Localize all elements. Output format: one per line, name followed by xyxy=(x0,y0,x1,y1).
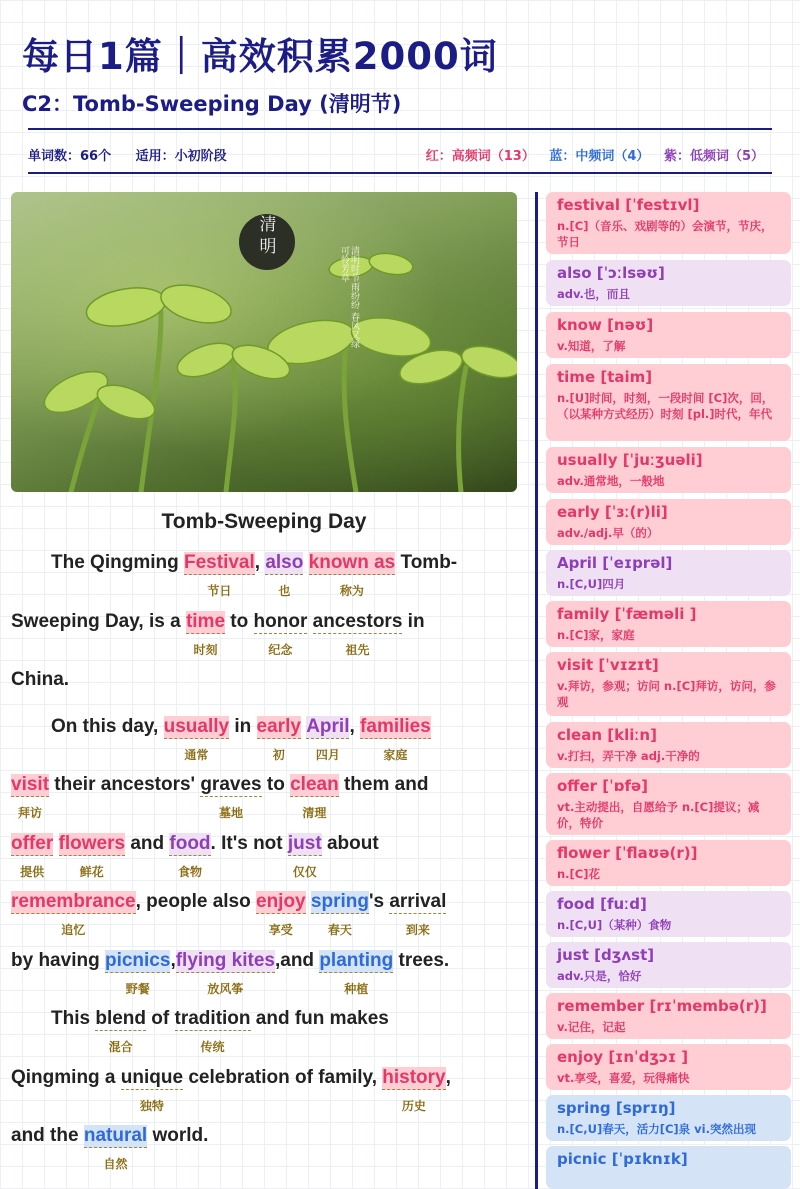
highlight-word: April xyxy=(306,716,350,737)
vocab-definition: v.知道，了解 xyxy=(557,339,626,353)
vocab-definition: n.[C,U]春天，活力[C]泉 vi.突然出现 xyxy=(557,1122,756,1136)
essay-text: and fun makes xyxy=(250,1008,389,1029)
vocab-card-head xyxy=(557,656,781,675)
essay-line xyxy=(11,552,458,598)
vocab-word: family xyxy=(557,605,610,623)
highlight-word: graves xyxy=(200,774,262,795)
translation-label: 种植 xyxy=(344,982,369,996)
essay-text: , xyxy=(445,1067,451,1088)
essay-text: , xyxy=(349,716,361,737)
vocab-phonetic: [ˈpɪknɪk] xyxy=(611,1150,688,1168)
highlight-word: picnics xyxy=(104,950,171,971)
vocab-card xyxy=(546,1044,791,1090)
translation-label: 仅仅 xyxy=(292,865,317,879)
vocab-phonetic: [kliːn] xyxy=(607,726,657,744)
vocab-phonetic: [ˈvɪzɪt] xyxy=(598,656,659,674)
vocab-highlight xyxy=(253,611,308,657)
vocab-card xyxy=(546,1095,791,1141)
highlight-word: honor xyxy=(253,611,308,632)
vocab-highlight xyxy=(174,1008,251,1054)
vocab-highlight xyxy=(310,891,369,937)
vocab-highlight xyxy=(256,891,306,937)
vocab-card xyxy=(546,840,791,886)
vocab-card-head xyxy=(557,1150,781,1169)
vocab-phonetic: [ˈeɪprəl] xyxy=(602,554,673,572)
essay-text: , xyxy=(170,950,176,971)
essay-line xyxy=(11,669,69,695)
vocab-phonetic: [fuːd] xyxy=(600,895,647,913)
column-divider xyxy=(535,192,538,1189)
highlight-word: remembrance xyxy=(11,891,136,912)
vocab-word: food xyxy=(557,895,595,913)
vocab-definition: n.[C]花 xyxy=(557,867,601,881)
highlight-word: flowers xyxy=(58,833,126,854)
vocab-card-head xyxy=(557,777,781,796)
audience-label: 适用：小初阶段 xyxy=(135,149,227,164)
vocab-definition: v.打扫，弄干净 adj.干净的 xyxy=(557,749,700,763)
vocab-highlight xyxy=(184,552,255,598)
vocab-card xyxy=(546,447,791,493)
vocab-definition: n.[C]（音乐、戏剧等的）会演节，节庆，节日 xyxy=(557,219,773,249)
vocab-highlight xyxy=(120,1067,184,1113)
essay-line xyxy=(11,716,431,762)
vocab-highlight xyxy=(169,833,211,879)
vocab-definition: n.[C,U]（某种）食物 xyxy=(557,918,672,932)
highlight-word: arrival xyxy=(389,891,447,912)
vocab-definition: vt.享受，喜爱，玩得痛快 xyxy=(557,1071,690,1085)
vocab-definition: n.[C,U]四月 xyxy=(557,577,626,591)
translation-label: 传统 xyxy=(200,1040,225,1054)
vocab-phonetic: [ɪnˈdʒɔɪ ] xyxy=(608,1048,689,1066)
vocab-card-head xyxy=(557,844,781,863)
translation-label: 也 xyxy=(278,584,291,598)
vocab-highlight xyxy=(104,950,171,996)
vocab-definition: adv.只是，恰好 xyxy=(557,969,642,983)
highlight-word: natural xyxy=(83,1125,148,1146)
qingming-seal: 清 明 xyxy=(259,215,277,257)
translation-label: 四月 xyxy=(315,748,340,762)
vocab-highlight xyxy=(163,716,230,762)
vocab-phonetic: [ˈfæməli ] xyxy=(614,605,697,623)
translation-label: 纪念 xyxy=(268,643,293,657)
highlight-word: enjoy xyxy=(256,891,306,912)
vocab-highlight xyxy=(287,833,322,879)
translation-label: 家庭 xyxy=(383,748,408,762)
vocab-card xyxy=(546,260,791,306)
vocab-highlight xyxy=(308,552,396,598)
translation-label: 追忆 xyxy=(61,923,86,937)
vocab-card xyxy=(546,312,791,358)
vocab-word: April xyxy=(557,554,598,572)
translation-label: 墓地 xyxy=(218,806,243,820)
translation-label: 野餐 xyxy=(125,982,150,996)
vocab-definition: v.拜访，参观；访问 n.[C]拜访，访问，参观 xyxy=(557,679,776,709)
highlight-word: usually xyxy=(163,716,230,737)
essay-line xyxy=(11,1008,389,1054)
vocab-definition: n.[C]家，家庭 xyxy=(557,628,635,642)
essay-text: and xyxy=(125,833,170,854)
essay-text: celebration of family, xyxy=(183,1067,383,1088)
highlight-word: early xyxy=(256,716,301,737)
vocab-card-head xyxy=(557,503,781,522)
highlight-word: known as xyxy=(308,552,396,573)
vocab-highlight xyxy=(256,716,301,762)
translation-label: 独特 xyxy=(139,1099,164,1113)
translation-label: 提供 xyxy=(20,865,45,879)
essay-text: about xyxy=(321,833,379,854)
highlight-word: clean xyxy=(290,774,339,795)
highlight-word: Festival xyxy=(184,552,255,573)
translation-label: 清理 xyxy=(302,806,327,820)
essay-text: ,and xyxy=(274,950,320,971)
legend-red: 红：高频词（13） xyxy=(425,149,535,164)
vocab-definition: adv.也，而且 xyxy=(557,287,630,301)
vocab-word: picnic xyxy=(557,1150,607,1168)
translation-label: 初 xyxy=(272,748,285,762)
vocab-card-head xyxy=(557,605,781,624)
vocab-card xyxy=(546,773,791,835)
vocab-card xyxy=(546,192,791,254)
translation-label: 享受 xyxy=(268,923,293,937)
vocab-highlight xyxy=(265,552,304,598)
vocab-highlight xyxy=(175,950,275,996)
vocab-word: just xyxy=(557,946,589,964)
translation-label: 节日 xyxy=(207,584,232,598)
legend-blue: 蓝：中频词（4） xyxy=(549,149,650,164)
vocab-card xyxy=(546,550,791,596)
essay-text: 's xyxy=(368,891,390,912)
poem-text: 清明时节雨纷纷 春风又绿 可怜芳草 xyxy=(339,246,359,348)
lesson-subtitle: C2：Tomb-Sweeping Day (清明节) xyxy=(22,92,402,116)
vocab-word: also xyxy=(557,264,592,282)
vocab-highlight xyxy=(319,950,394,996)
essay-text: by having xyxy=(11,950,105,971)
vocab-highlight xyxy=(185,611,226,657)
essay-line xyxy=(11,833,379,879)
essay-text: of xyxy=(146,1008,175,1029)
vocab-highlight xyxy=(11,774,50,820)
vocab-card xyxy=(546,499,791,545)
vocab-word: clean xyxy=(557,726,603,744)
translation-label: 自然 xyxy=(103,1157,128,1171)
vocab-word: visit xyxy=(557,656,594,674)
vocab-word: early xyxy=(557,503,600,521)
highlight-word: spring xyxy=(310,891,369,912)
vocab-highlight xyxy=(95,1008,147,1054)
highlight-word: unique xyxy=(120,1067,184,1088)
translation-label: 祖先 xyxy=(345,643,370,657)
essay-title: Tomb-Sweeping Day xyxy=(161,510,367,533)
essay-text: to xyxy=(225,611,254,632)
essay-text: . It's not xyxy=(210,833,288,854)
vocab-card-head xyxy=(557,946,781,965)
vocab-card-head xyxy=(557,726,781,745)
vocab-card-head xyxy=(557,368,781,387)
vocab-highlight xyxy=(312,611,403,657)
vocab-card-head xyxy=(557,997,781,1016)
essay-text: in xyxy=(229,716,257,737)
vocab-highlight xyxy=(306,716,350,762)
translation-label: 放风筝 xyxy=(207,982,244,996)
translation-label: 春天 xyxy=(327,923,352,937)
vocab-definition: v.记住，记起 xyxy=(557,1020,626,1034)
essay-text: world. xyxy=(147,1125,209,1146)
essay-line xyxy=(11,611,425,657)
vocab-card-head xyxy=(557,451,781,470)
translation-label: 时刻 xyxy=(193,643,218,657)
vocab-card xyxy=(546,652,791,716)
vocab-highlight xyxy=(200,774,262,820)
translation-label: 鲜花 xyxy=(79,865,104,879)
vocab-word: enjoy xyxy=(557,1048,604,1066)
translation-label: 混合 xyxy=(108,1040,133,1054)
highlight-word: history xyxy=(382,1067,446,1088)
highlight-word: just xyxy=(287,833,322,854)
essay-text: in xyxy=(402,611,425,632)
vocab-highlight xyxy=(11,833,54,879)
highlight-word: planting xyxy=(319,950,394,971)
vocab-card xyxy=(546,891,791,937)
vocab-definition: adv./adj.早（的） xyxy=(557,526,659,540)
essay-line xyxy=(11,774,429,820)
vocab-card-head xyxy=(557,1048,781,1067)
translation-label: 食物 xyxy=(177,865,202,879)
vocab-card-head xyxy=(557,1099,781,1118)
vocab-highlight xyxy=(290,774,339,820)
vocab-word: offer xyxy=(557,777,598,795)
vocab-phonetic: [ˈfestɪvl] xyxy=(625,196,700,214)
vocab-card xyxy=(546,601,791,647)
vocab-card xyxy=(546,722,791,768)
translation-label: 拜访 xyxy=(18,806,43,820)
vocab-highlight xyxy=(389,891,447,937)
vocab-highlight xyxy=(58,833,126,879)
essay-text: , xyxy=(254,552,266,573)
essay-text: trees. xyxy=(393,950,450,971)
vocab-card-head xyxy=(557,895,781,914)
essay-text: Tomb- xyxy=(395,552,458,573)
vocab-card-head xyxy=(557,196,781,215)
essay-text: On this day, xyxy=(51,716,164,737)
vocab-word: remember xyxy=(557,997,645,1015)
essay-line xyxy=(11,1067,451,1113)
page-title: 每日1篇｜高效积累2000词 xyxy=(22,35,498,78)
vocab-phonetic: [ˈɜː(r)li] xyxy=(604,503,668,521)
highlight-word: ancestors xyxy=(312,611,403,632)
highlight-word: visit xyxy=(11,774,50,795)
vocab-card xyxy=(546,942,791,988)
essay-line xyxy=(11,950,450,996)
highlight-word: flying kites xyxy=(175,950,275,971)
vocab-word: spring xyxy=(557,1099,611,1117)
vocab-phonetic: [ˈɒfə] xyxy=(602,777,649,795)
vocab-card xyxy=(546,1146,791,1189)
vocab-word: festival xyxy=(557,196,620,214)
essay-text: China. xyxy=(11,669,70,690)
vocab-highlight xyxy=(360,716,431,762)
highlight-word: also xyxy=(265,552,304,573)
highlight-word: blend xyxy=(95,1008,147,1029)
vocab-word: know xyxy=(557,316,602,334)
vocab-phonetic: [taim] xyxy=(600,368,653,386)
essay-text: Sweeping Day, is a xyxy=(11,611,186,632)
vocab-phonetic: [ˈɔːlsəʊ] xyxy=(596,264,665,282)
essay-line xyxy=(11,1125,209,1171)
highlight-word: tradition xyxy=(174,1008,251,1029)
essay-text: This xyxy=(51,1008,96,1029)
translation-label: 到来 xyxy=(405,923,430,937)
translation-label: 历史 xyxy=(401,1099,426,1113)
vocab-phonetic: [ˈflaʊə(r)] xyxy=(615,844,698,862)
highlight-word: families xyxy=(360,716,431,737)
vocab-card xyxy=(546,993,791,1039)
essay-text: to xyxy=(261,774,291,795)
vocab-word: usually xyxy=(557,451,618,469)
translation-label: 通常 xyxy=(184,748,209,762)
essay-line xyxy=(11,891,447,937)
essay-text: The Qingming xyxy=(51,552,184,573)
essay-text: , people also xyxy=(135,891,256,912)
vocab-highlight xyxy=(83,1125,148,1171)
vocab-card-head xyxy=(557,554,781,573)
vocab-card-head xyxy=(557,316,781,335)
highlight-word: time xyxy=(185,611,226,632)
vocab-highlight xyxy=(11,891,136,937)
legend-purple: 紫：低频词（5） xyxy=(663,149,764,164)
essay-text: them and xyxy=(338,774,429,795)
word-count: 单词数：66个 xyxy=(28,149,112,164)
vocab-definition: vt.主动提出，自愿给予 n.[C]提议；减价，特价 xyxy=(557,800,760,830)
essay-text: their ancestors' xyxy=(49,774,201,795)
vocab-phonetic: [dʒʌst] xyxy=(594,946,655,964)
highlight-word: offer xyxy=(11,833,54,854)
vocab-phonetic: [sprɪŋ] xyxy=(615,1099,676,1117)
vocab-word: time xyxy=(557,368,596,386)
vocab-phonetic: [rɪˈmembə(r)] xyxy=(649,997,767,1015)
translation-label: 称为 xyxy=(339,584,364,598)
essay-text: Qingming a xyxy=(11,1067,121,1088)
essay-text: and the xyxy=(11,1125,84,1146)
vocab-phonetic: [ˈjuːʒuəli] xyxy=(622,451,703,469)
vocab-word: flower xyxy=(557,844,610,862)
vocab-highlight xyxy=(382,1067,446,1113)
vocab-definition: adv.通常地，一般地 xyxy=(557,474,665,488)
vocab-card xyxy=(546,364,791,441)
vocab-phonetic: [nəʊ] xyxy=(607,316,654,334)
highlight-word: food xyxy=(169,833,211,854)
vocab-definition: n.[U]时间，时刻，一段时间 [C]次，回，（以某种方式经历）时刻 [pl.]时代，年代 xyxy=(557,391,774,421)
vocab-card-head xyxy=(557,264,781,283)
